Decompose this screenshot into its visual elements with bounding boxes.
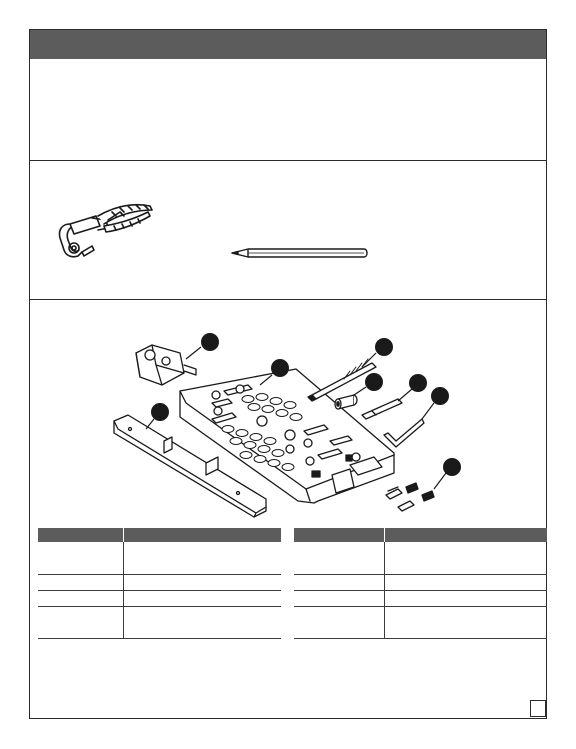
divider-components xyxy=(30,299,546,300)
table-cell xyxy=(38,574,123,590)
table-cell xyxy=(384,606,547,638)
parts-table-left xyxy=(38,528,281,639)
clamp-icon xyxy=(52,190,154,272)
table-row xyxy=(294,574,547,590)
table-cell xyxy=(294,574,384,590)
column-header xyxy=(384,528,547,542)
table-row xyxy=(38,574,281,590)
table-cell xyxy=(123,574,281,590)
section-header-bar xyxy=(30,30,546,59)
table-cell xyxy=(123,590,281,606)
hex-key xyxy=(384,419,424,447)
callout-8 xyxy=(434,458,461,489)
callout-6 xyxy=(398,374,427,401)
column-header xyxy=(294,528,384,542)
parts-table-right xyxy=(294,528,547,639)
table-cell xyxy=(38,542,123,574)
table-row xyxy=(294,590,547,606)
column-header xyxy=(38,528,123,542)
table-row xyxy=(294,542,547,574)
column-header xyxy=(123,528,281,542)
table-row xyxy=(38,542,281,574)
callout-3 xyxy=(146,403,169,429)
table-cell xyxy=(294,606,384,638)
table-cell xyxy=(123,606,281,638)
table-cell xyxy=(38,606,123,638)
callout-7 xyxy=(422,387,449,419)
table-cell xyxy=(123,542,281,574)
table-cell xyxy=(294,542,384,574)
page-number-box xyxy=(530,700,546,717)
divider-tools xyxy=(30,160,546,161)
table-cell xyxy=(294,590,384,606)
table-cell xyxy=(384,590,547,606)
screw-plugs xyxy=(386,483,434,511)
table-row xyxy=(38,590,281,606)
callout-1 xyxy=(186,333,219,359)
table-row xyxy=(294,606,547,638)
table-cell xyxy=(38,590,123,606)
callout-4 xyxy=(362,338,393,367)
pencil-icon xyxy=(230,246,368,260)
drill-guide-block xyxy=(136,345,196,385)
driver-bit xyxy=(362,399,402,419)
table-row xyxy=(38,606,281,638)
kit-components-illustration xyxy=(100,325,480,525)
stop-collar xyxy=(335,395,357,409)
table-cell xyxy=(384,574,547,590)
table-cell xyxy=(384,542,547,574)
